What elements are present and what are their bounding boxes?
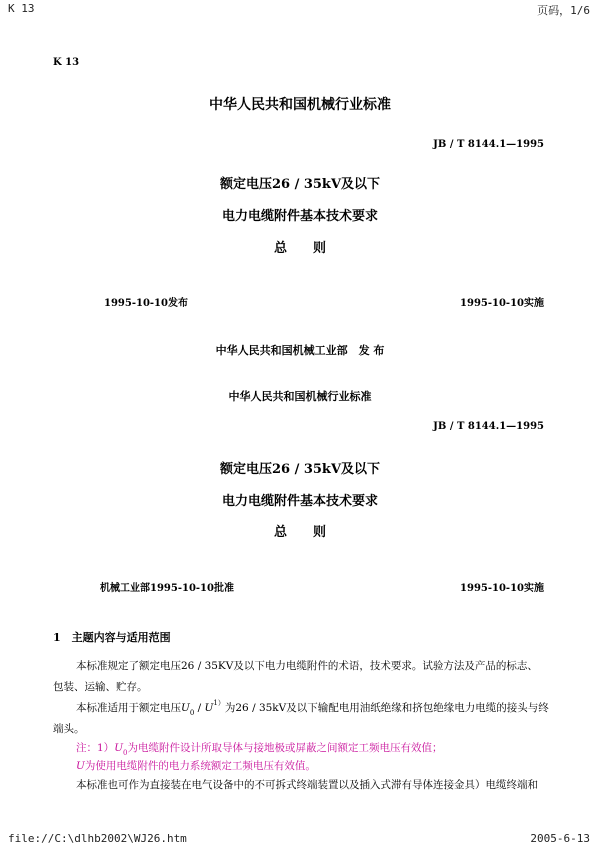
approval-date: 机械工业部1995-10-10批准 — [100, 583, 234, 594]
paragraph-2-line2: 端头。 — [53, 723, 85, 735]
header-page-number: 页码，1/6 — [537, 4, 590, 17]
effective-date: 1995-10-10实施 — [460, 298, 544, 309]
note-2-text: 为使用电缆附件的电力系统额定工频电压有效值。 — [84, 760, 316, 772]
footer-date: 2005-6-13 — [530, 832, 590, 845]
issuer: 中华人民共和国机械工业部 发 布 — [215, 344, 385, 357]
paragraph-1-line2: 包装、运输、贮存。 — [53, 681, 148, 693]
footer-file-path: file://C:\dlhb2002\WJ26.htm — [8, 832, 187, 845]
paragraph-3: 本标准也可作为直接装在电气设备中的不可拆式终端装置以及插入式滞有导体连接金具）电缆终端和 — [76, 779, 538, 791]
effective-date-2: 1995-10-10实施 — [460, 583, 544, 594]
doc-title-line2: 电力电缆附件基本技术要求 — [221, 209, 378, 224]
paragraph-2-line1 — [76, 700, 549, 715]
note-1 — [76, 740, 443, 755]
doc-title-line3: 总 则 — [273, 241, 326, 256]
section-heading: 1 主题内容与适用范围 — [53, 631, 171, 644]
footnote-ref: 1） — [213, 699, 225, 707]
symbol-u0: U — [181, 702, 190, 714]
standard-number: JB / T 8144.1—1995 — [433, 139, 544, 150]
doc-title-2-line3: 总 则 — [273, 525, 326, 540]
note-1-symbol-subscript: 0 — [123, 749, 128, 757]
issue-date: 1995-10-10发布 — [104, 298, 188, 309]
classification-code: K 13 — [53, 57, 80, 68]
paragraph-1-line1: 本标准规定了额定电压26 / 35KV及以下电力电缆附件的术语，技术要求。试验方法及产品的标志、 — [76, 660, 538, 672]
doc-title-line1: 额定电压26 / 35kV及以下 — [219, 177, 381, 192]
symbol-u: U — [204, 702, 214, 714]
header-code: K 13 — [8, 2, 35, 15]
p2-text-pre: 本标准适用于额定电压 — [76, 702, 181, 714]
note-1-text: 为电缆附件设计所取导体与接地极或屏蔽之间额定工频电压有效值； — [127, 742, 443, 754]
symbol-u0-subscript: 0 — [189, 709, 195, 717]
note-2 — [76, 758, 316, 773]
note-2-symbol-u: U — [76, 760, 85, 772]
note-1-prefix: 注：1） — [76, 742, 115, 754]
doc-title-2-line2: 电力电缆附件基本技术要求 — [221, 494, 378, 509]
standard-org-title-2: 中华人民共和国机械行业标准 — [228, 390, 372, 403]
p2-text-post: 为26 / 35kV及以下输配电用油纸绝缘和挤包绝缘电力电缆的接头与终 — [224, 702, 549, 714]
p2-separator: / — [194, 702, 205, 714]
standard-number-2: JB / T 8144.1—1995 — [433, 421, 544, 432]
doc-title-2-line1: 额定电压26 / 35kV及以下 — [219, 462, 381, 477]
note-1-symbol-u0: U — [114, 742, 124, 754]
standard-org-title: 中华人民共和国机械行业标准 — [209, 97, 391, 113]
